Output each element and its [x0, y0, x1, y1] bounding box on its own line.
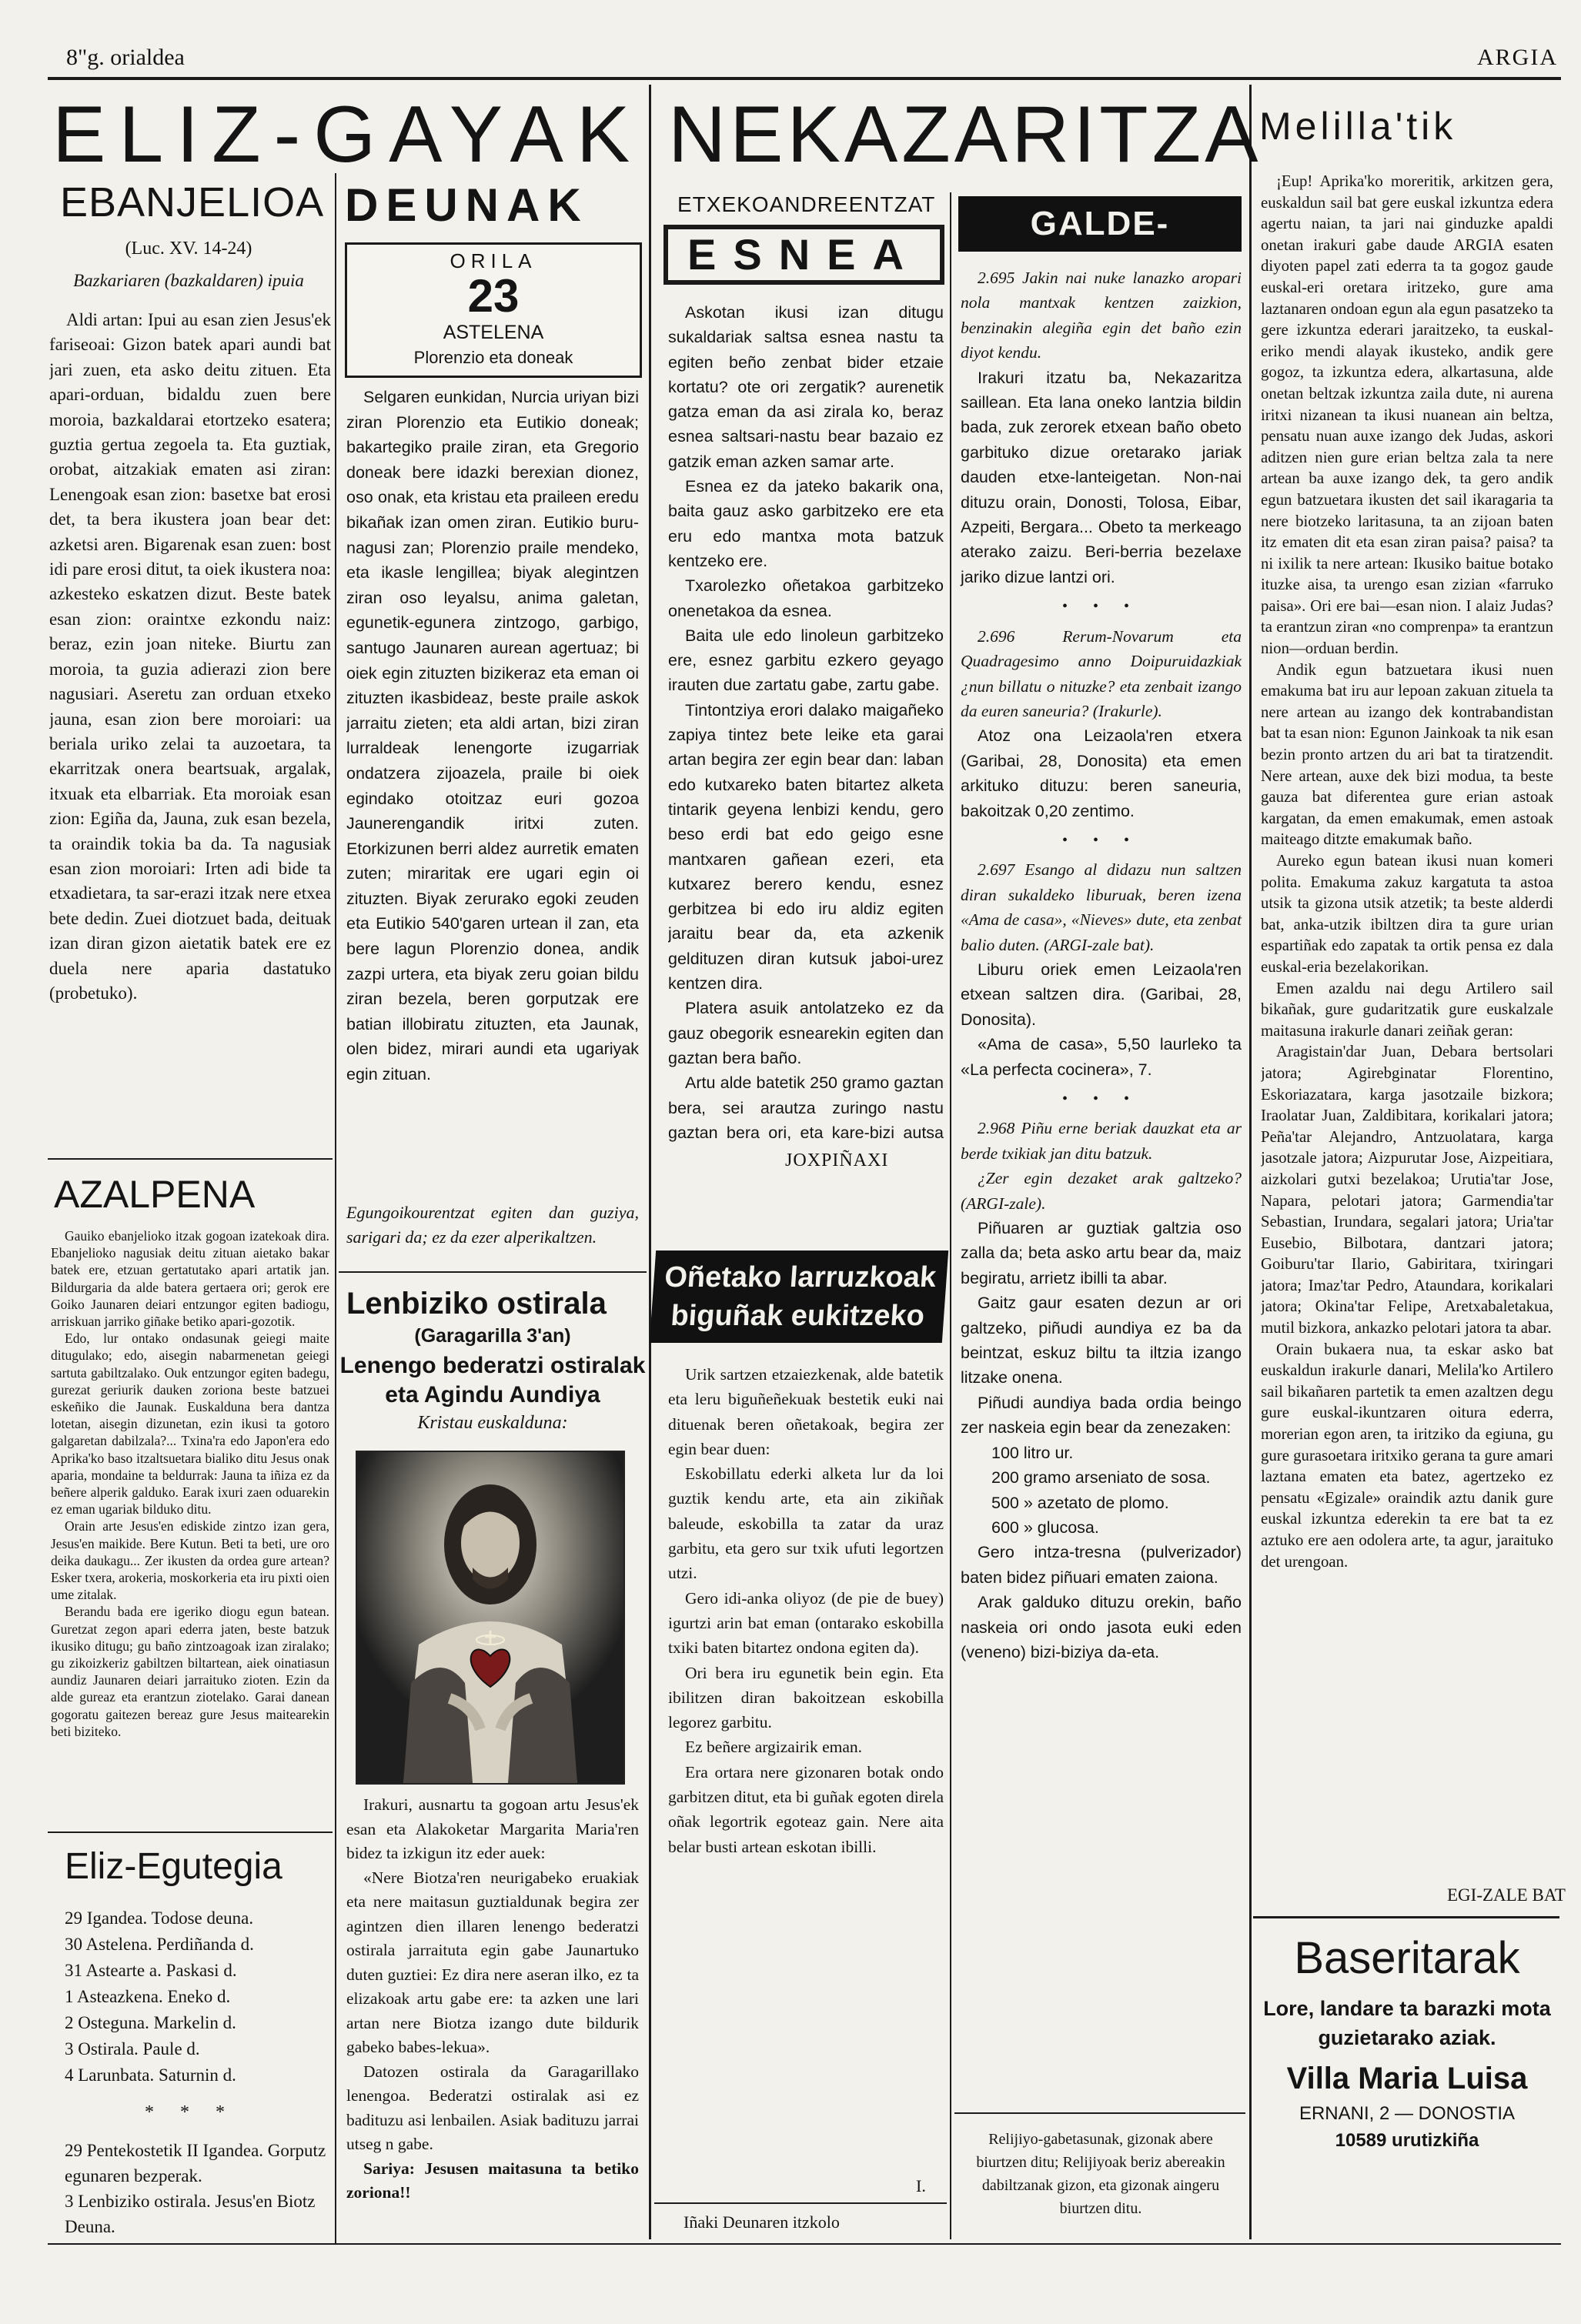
date-saints: Plorenzio eta doneak [413, 348, 573, 367]
paragraph: Aldi artan: Ipui au esan zien Jesus'ek fariseoai: Gizon batek apari aundi bat jari zuen, eta asko deitu zituen. Eta apari-orduan, bidaldu zuen bere moroia, bazkaldarai etortzeko esatera; guztia gertua zegoela ta. Eta guztiak, orobat, aitzakiak ematen asi ziran: Lenengoak esan zion: basetxe bat erosi det, ta bera ikustera joan bear det: azketsi aren. Bigarenak esan zuen: bost idi pare erosi ditut, ta oiek ikustera noa: azkesteko eskatzen dizut. Beste batek esan zion: oraintxe ezkondu naiz: beraz, ezin joan niteke. Biurtu zan moroia, ta guzia adierazi zion bere nagusiari. Aseretu zan orduan etxeko jauna, esan zion bere moroiari: ua beriala uriko zelai ta auzoetara, ta ekarritzak onera beartsuak, argalak, itxuak eta elbarriak. Eta moroiak esan zion: Egiña da, Jauna, zuk esan bezela, ta oraindik tokia ba da. Ta nagusiak esan zion moroiari: Irten adi bide ta etxadietara, ta sar-erazi itzak nere etxea bete dedin. Zuei diotzuet bada, deituak izan diran gizon aietatik batek ere ez duela nere aparia dastatuko (probetuko). [49, 310, 331, 1003]
ostirala-heading: Lenbiziko ostirala [346, 1287, 607, 1321]
recipe-item: 200 gramo arseniato de sosa. [991, 1468, 1211, 1488]
date-box [345, 242, 642, 378]
gospel-lead: Bazkariaren (bazkaldaren) ipuia [73, 271, 304, 290]
paragraph: Platera asuik antolatzeko ez da gauz obegorik esnearekin egiten dan gaztan bera baño. [668, 999, 944, 1067]
paragraph: Esnea ez da jateko bakarik ona, baita gauz asko garbitzeko ere eta eru edo mantxa mota batzuk kentzeko ere. [668, 477, 944, 570]
paragraph: Baita ule edo linoleun garbitzeko ere, esnez garbitu ezkero geyago irauten due zartatu gabe, zartu gabe. [668, 626, 944, 695]
paragraph: Askotan ikusi izan ditugu sukaldariak saltsa esnea nastu ta egiten beño zenbat bider etzaie kortatu? ote ori zergatik? aurenetik gatza eman da asi zirala ko, beraz esnea saltsari-nastu bear bazaio ez gatzik eman azken samar arte. [668, 303, 944, 471]
column-rule [649, 85, 651, 2239]
calendar-item: 2 Osteguna. Markelin d. [65, 2013, 236, 2032]
oinetako-signature: I. [916, 2176, 926, 2195]
calendar-item: 29 Igandea. Todose deuna. [65, 1908, 254, 1928]
date-month: ORILA [450, 249, 537, 272]
divider-dots: • • • [1061, 831, 1140, 849]
paragraph: Ori bera iru egunetik bein egin. Eta ibilitzen diran bakoitzean eskobilla legorez garbitu. [668, 1663, 944, 1732]
paragraph: Aureko egun batean ikusi nuan komeri polita. Emakuma zakuz kargatuta ta astoa utsik ta gizona utsik atzetik; ta beste alderdi bat, anka-utzik ibiltzen dira ta gure urian espartiñak edo zapatak ta ortik pensa ez dala euskal-eria bezelakorikan. [1261, 852, 1553, 976]
question: 2.968 Piñu erne beriak dauzkat eta ar berde txikiak jan ditu batzuk. [961, 1119, 1242, 1163]
saints-note: Egungoikourentzat egiten dan guziya, sarigari da; ez da ezer alperikaltzen. [346, 1203, 639, 1247]
paragraph: Sariya: Jesusen maitasuna ta betiko zoriona!! [346, 2159, 639, 2202]
footer-rule [48, 2243, 1561, 2245]
recipe-item: 600 » glucosa. [991, 1518, 1099, 1537]
closing-quote: Relijiyo-gabetasunak, gizonak abere biurtzen ditu; Relijiyoak beriz abereakin dabiltzanak gizon, eta gizonak aingeru biurtzen ditu. [976, 2131, 1225, 2217]
calendar-item: 4 Larunbata. Saturnin d. [65, 2065, 236, 2085]
paragraph: «Nere Biotza'ren neurigabeko eruakiak eta nere maitasun guztialdunak begira zer agintzen dien illaren lenengo bederatzi ostirala jarraituta egin gabe Jaunartuko duten guztiei: Ez dira nere aseran ilko, ez ta elizakoak artu gabe ere: ta azken une lari artan nere Biotza izango dute bildurik gabeko babes-lekua». [346, 1868, 639, 2056]
esnea-banner [663, 225, 944, 285]
gospel-text [49, 308, 331, 1162]
header-rule [48, 77, 1561, 80]
section-rule [339, 1271, 647, 1273]
paragraph: Edo, lur ontako ondasunak geiegi maite ditugulako; edo, aisegin nabarmenetan geiegi sartuta gabiltzalako. Ouk entzungor egiten badegu, gurezat geriurik dauken zoriona beste batzuei eskeñiko die Jaunak. Euskalduna bera dantza lotetan, aisegin dizunetan, ezin ikusi ta gotoro galgaretan dabilzala?... Txina'ra edo Japon'era edo Aprika'ko baso itzaltsuetara bialiko ditu Jesus onak aparia, mondaine ta beldurrak: Jauna ta iñiza ez da beñere alperik galduko. Earak ixuri zaen oduarekin ez eman ugariak bilduko ditu. [51, 1331, 329, 1518]
recipe-item: 100 litro ur. [991, 1443, 1074, 1462]
question: 2.695 Jakin nai nuke lanazko aropari nola mantxak kentzen zaizkion, benzinakin alegiña egin det baño ezin diyot kendu. [961, 269, 1242, 362]
ostirala-text [346, 1793, 639, 2239]
answer: Gaitz gaur esaten dezun ar ori galtzeko, piñudi aundiya ez ba da beintzat, eskuz biltu ta iltzia izango litzake onena. [961, 1294, 1242, 1387]
column-rule [335, 173, 336, 2243]
calendar-item: 30 Astelena. Perdiñanda d. [65, 1935, 254, 1954]
esnea-text [668, 300, 944, 1147]
calendar-note: 3 Lenbiziko ostirala. Jesus'en Biotz Deuna. [65, 2192, 316, 2236]
eliz-gayak-title: ELIZ-GAYAK [52, 90, 643, 179]
question: 2.696 Rerum-Novarum eta Quadragesimo anno Doipuruidazkiak ¿nun billatu o nituzke? eta zenbait izango da euren saneuria? (Irakurle). [961, 626, 1242, 720]
paragraph: Gero idi-anka oliyoz (de pie de buey) igurtzi arin bat eman (ontarako eskobilla txiki baten bitartez ondona egiten da). [668, 1588, 944, 1658]
recipe-item: 500 » azetato de plomo. [991, 1493, 1169, 1512]
paragraph: Irakuri, ausnartu ta gogoan artu Jesus'ek esan eta Alakoketar Margarita Maria'ren bidez ta izkigun itz eder auek: [346, 1795, 639, 1862]
baseritarak-ad [1255, 1928, 1559, 2239]
calendar-item: 3 Ostirala. Paule d. [65, 2039, 200, 2059]
ebanjelioa-heading: EBANJELIOA [60, 179, 325, 225]
column-footer: Iñaki Deunaren itzkolo [684, 2212, 840, 2232]
calendar-item: 1 Asteazkena. Eneko d. [65, 1987, 231, 2006]
saints-text [346, 385, 639, 1200]
answer: Gero intza-tresna (pulverizador) baten bidez piñuari ematen zaiona. [961, 1543, 1242, 1587]
date-day: 23 [467, 270, 520, 322]
answer: Liburu oriek emen Leizaola'ren etxean saltzen dira. (Garibai, 28, Donosita). [961, 960, 1242, 1029]
oinetako-text [668, 1362, 944, 2132]
ad-address: ERNANI, 2 — DONOSTIA [1299, 2103, 1516, 2124]
esnea-signature: JOXPIÑAXI [785, 1150, 889, 1170]
deunak-heading: DEUNAK [345, 179, 589, 231]
paragraph: Emen azaldu nai degu Artilero sail bikañak, gure gudaritzatik gure euskalzale maitasuna irakurle danari zeiñak geran: [1261, 979, 1553, 1040]
calendar-notes [65, 2138, 331, 2239]
paragraph: Orain arte Jesus'en ediskide zintzo izan gera, Jesus'en maikide. Bere Kutun. Beti ta beti, ure oro deika daukagu... Zer ikusten da ordea gure artean? Esker txera, arokeria, moskorkeria eta iru pixti oien ume zitalak. [51, 1518, 329, 1603]
paragraph: Tintontziya erori dalako maigañeko zapiya tintez bete leike eta garai artan begira zer egin bear dan: laban edo kutxareko baten bitartez alketa tintarik geyena lenbizi kendu, gero beso erdi bat edo geigo esne mantxaren gañean ezeri, eta kutxarez berero kendu, esnez gerbitzea bi edo iru aldiz egiten jaraitu bear da, eta azkenik geldituzen diran kutsuk jaboi-urez kentzen dira. [668, 700, 944, 993]
section-rule [1253, 1916, 1559, 1918]
paragraph: Andik egun batzuetara ikusi nuen emakuma bat iru aur lepoan zakuan zituela ta nere artean au izango dek kontrabandistan bat ta esan nion: Egunon Jainkoak ta nik esan bezin pronto artzen du ari bat ta tiratzendit. Nere artean, auxe dek bizi modua, ta beste gauza bat diferentea gure erian astoak kargatan, da emen emakumak, emen astoak maiteago ditzte emakumak baño. [1261, 660, 1553, 849]
ad-title: Baseritarak [1294, 1933, 1520, 1983]
calendar-note: 29 Pentekostetik II Igandea. Gorputz egunaren bezperak. [65, 2141, 326, 2185]
paragraph: Txarolezko oñetakoa garbitzeko onenetakoa da esnea. [668, 576, 944, 620]
recipe-list [961, 1441, 1242, 1541]
column-rule [1249, 85, 1252, 2239]
esnea-heading: ESNEA [668, 229, 940, 280]
paper-name: ARGIA [1477, 45, 1558, 70]
answer: Piñudi aundiya bada ordia beingo zer naskeia egin bear da zenezaken: [961, 1393, 1242, 1437]
paragraph: Aragistain'dar Juan, Debara bertsolari jatora; Agirebginatar Florentino, Eskoriazatara, karga jasotzaile bizkora; Iraolatar Juan, Zaldibitara, korikalari jatora; Peña'tar Alejandro, Antzuolatara, karga jasotzale jatora; Aizpurutar Jose, Aizpeitiara, aizkolari gutxi bezelakoa; Urutia'tar Jose, Napara, pelotari jatora; Garmendia'tar Sebastian, Irundara, segalari jatora; Uria'tar Eusebio, Bilbotara, dantzari jatora; Goiburu'tar Ilario, Gabiritara, txiringari jatora; Imaz'tar Pedro, Ataundara, korikalari jatora; Okina'tar Felipe, Aretxabaletakua, mutil bizkora, ankazko pelotari jatora ta abar. [1261, 1043, 1553, 1337]
sacred-heart-illustration [357, 1452, 623, 1783]
sacred-heart-image [356, 1451, 625, 1785]
paragraph: Era ortara nere gizonaren botak ondo garbitzen ditut, eta bi guñak egoten direla oñak legortrik egoteaz gain. Nere aita belar busti artean eskotan ibilli. [668, 1762, 944, 1856]
section-rule [954, 2112, 1245, 2114]
melilla-signature: EGI-ZALE BAT [1447, 1885, 1566, 1905]
paragraph: Gauiko ebanjelioko itzak gogoan izatekoak dira. Ebanjelioko nagusiak deitu zituan aietako bakar batek ere, etzuan gertatutako apari artatik jan. Bildurgaria da alde batera gertaera ori; gerok ere Goiko Jaunaren deiari entzungor egiten badiogu, arriskuan jarriko giñake betiko apari-gozotik. [51, 1228, 329, 1330]
section-rule [654, 2202, 947, 2204]
answer: Arak galduko dituzu orekin, baño naskeia ori ondo jasota euki eden (veneno) bizi-biziya da-eta. [961, 1593, 1242, 1661]
melilla-heading: Melilla'tik [1259, 105, 1457, 148]
answer: Piñuaren ar guztiak galtzia oso zalla da; beta asko artu bear da, maiz begiratu, arrietz ibilli ta abar. [961, 1219, 1242, 1287]
section-rule [48, 1831, 333, 1833]
galde-erantzuerak-banner: GALDE- [958, 196, 1242, 252]
ostirala-date: (Garagarilla 3'an) [414, 1325, 571, 1347]
paragraph: Orain bukaera nua, ta eskar asko bat euskaldun irakurle danari, Melila'ko Artilero sail bikañaren partetik ta emen azaltzen degu gure euskal-ikuntzaren oitura ederra, morerian egon aren, ta iritziko da egiuna, gu gure gurasoetara iritxiko gerana ta gure amari laztana ematen eta batez, agertzeko ez pensatu «Egizale» oraindik aztu danik gure euskal izkuntza ederekin ta ere bat ta ez aztuko ere aen odolera arte, ta agur, jaraituko det urengoan. [1261, 1340, 1553, 1571]
melilla-letter [1261, 171, 1553, 1879]
oinetako-banner: Oñetako larruzkoak biguñak eukitzeko [650, 1250, 948, 1343]
section-rule [48, 1158, 333, 1160]
divider-stars: * * * [145, 2102, 236, 2122]
paragraph: Artu alde batetik 250 gramo gaztan bera, sei arautza zuringo nastu gaztan bera ori, eta kare-bizi autsa [668, 1074, 944, 1142]
divider-dots: • • • [1061, 598, 1140, 616]
paragraph: Ez beñere argizairik eman. [685, 1738, 863, 1757]
paragraph: Datozen ostirala da Garagarillako lenengoa. Bederatzi ostiralak asi ez badituzu asi lenbailen. Asiak badituzu jarrai utseg n gabe. [346, 2062, 639, 2153]
paragraph: Berandu bada ere igeriko diogu egun batean. Guretzat zegon apari ederra jaten, beste batzuk ikusiko ditugu; gu baño zintzoagoak izan ziralako; gu zikoizkeriz gabiltzen biltartean, aiek oinatiasun aundiz Jaunaren deiari jarraituko zioten. Ezin da alde gureaz eta erantzun ziotelako. Garai danean gogoratu gaitezen bereaz gure Jesus maitearekin beti biziteko. [51, 1604, 329, 1739]
ad-description: Lore, landare ta barazki mota guzietarako aziak. [1263, 1997, 1551, 2049]
answer: Atoz ona Leizaola'ren etxera (Garibai, 28, Donosita) eta emen arkituko dituzu: beren saneuria, bakoitzak 0,20 zentimo. [961, 726, 1242, 820]
ostirala-subtitle: Lenengo bederatzi ostiralak eta Agindu Aundiya [339, 1353, 646, 1407]
ad-phone: 10589 urutizkiña [1335, 2130, 1479, 2151]
qa-column [961, 265, 1242, 1665]
answer: «Ama de casa», 5,50 laurleko ta «La perfecta cocinera», 7. [961, 1035, 1242, 1079]
calendar-item: 31 Astearte a. Paskasi d. [65, 1961, 237, 1980]
page-number: 8"g. orialdea [66, 45, 185, 70]
paragraph: Urik sartzen etzaiezkenak, alde batetik eta leru biguñeñekuak bestetik euki nai dituenak beren oñetakoak, begira zer egin bear duen: [668, 1365, 944, 1458]
column-rule [950, 192, 951, 2239]
ostirala-greeting: Kristau euskalduna: [417, 1413, 568, 1433]
paragraph: Selgaren eunkidan, Nurcia uriyan bizi ziran Plorenzio eta Eutikio doneak; bakartegiko praile ziran, eta Gregorio doneak bere idazki berexian dionez, oso onak, eta kristau eta praileen eredu bikañak izan omen ziran. Eutikio buru-nagusi zan; Plorenzio praile mendeko, eta ikasle lengillea; biyak alegintzen ziran oso leyalsu, anima galetan, egunetik-egunera zintzogo, garbigo, santugo Jaunaren aurean agertuaz; bi oiek egin zituzten bizikeraz eta eman oi zituzten ikasbideaz, beste praile askok jarraitu zieten; eta aldi artan, bizi ziran lurraldeak lenengorte izugarriak ondatzera zijoazela, praile bi oiek egindako otoitzaz euri gozoa Jaunerengandik iritxi zuten. Etorkizunen berri aldez aurretik ematen zuten; miraritak ere ugari egin oi zituzten. Biyak zerurako egoki zeuden eta Eutikio 540'garen urtean il zan, eta bere lagun Plorenzio donea, andik zazpi urtera, eta biyak zeru goian bildu ziran bezela, beren gorputzak ere batian illobiratu zituzten, eta Jaunak, olen bidez, mirari aundi eta ugariyak egin zituan. [346, 388, 639, 1084]
paragraph: ¡Eup! Aprika'ko moreritik, arkitzen gera, euskaldun sail bat gere euskal izkuntza edera agertu naian, ta jari nai ginduzke apaldi onetan irakuri gabe daude ARGIA esaten diyoten papel zati ederra ta ta gogoz gaude euskal-eri oretara iritzeko, gure ama laztanaren ondoan egun ala egun pasatzeko ta gere izkuntza ederari jaraitzeko, ta euskal-eriko mendi alayak ikusteko, andik gere gogoz, ta izkuntza edera, alkartasuna, alde onetan beltzak izkuntza zaila dute, ni aurena iritxi nizanean ta ikusi nuanean ain beltza, pensatu nuan auxe izango dek Judas, askori aditzen nien gure erian beltza zala ta nere artean ba auxe izango dek, ta gero andik egun batzuetara ikusten det sail ikaragaria ta nere biotzeko laritasuna, ta an zijoan baten itz ematen dit eta esan ziran paisa? paisa? ta ni ixilik ta nere artean: Ikusiko baitue botako ituzke aisa, ta urengo esan zizian «farruko paisa». Ori ere bai—esan nion. I alaiz Judas? ta erantzun ziran «no comprenpa» ta erantzun nion—orduan berdin. [1261, 172, 1553, 658]
answer: Irakuri itzatu ba, Nekazaritza saillean. Eta lana oneko lantzia bildin bada, zuk zerorek etxean baño obeto garbituko dizue oretarako jariak dauden etxe-lanteigetan. Non-nai dituzu orain, Donosti, Tolosa, Eibar, Azpeiti, Bergara... Obeto ta merkeago aterako zaizu. Beri-berria bezelaxe jariko dizue lantzi ori. [961, 368, 1242, 586]
azalpena-text [51, 1227, 329, 1843]
calendar-list [65, 1905, 326, 2089]
question: 2.697 Esango al didazu nun saltzen diran sukaldeko liburuak, beren izena «Ama de casa», «Nieves» dute, eta zenbat balio duten. (ARGI-zale bat). [961, 860, 1242, 954]
etxekoandreentzat-subtitle: ETXEKOANDREENTZAT [677, 192, 936, 216]
paragraph: Eskobillatu ederki alketa lur da loi guztik kendu arte, eta ain zikiñak baleude, eskobilla ta zatar da uraz garbitu, eta gero sur txik ufuti legortzen utzi. [668, 1464, 944, 1583]
date-weekday: ASTELENA [443, 322, 544, 343]
question: ¿Zer egin dezaket arak galtzeko? (ARGI-zale). [961, 1169, 1242, 1213]
eliz-egutegia-heading: Eliz-Egutegia [65, 1846, 282, 1887]
gospel-reference: (Luc. XV. 14-24) [125, 239, 252, 259]
ad-shop-name: Villa Maria Luisa [1286, 2062, 1528, 2095]
azalpena-heading: AZALPENA [54, 1173, 256, 1216]
divider-dots: • • • [1061, 1090, 1140, 1107]
nekazaritza-title: NEKAZARITZA [668, 90, 1262, 179]
